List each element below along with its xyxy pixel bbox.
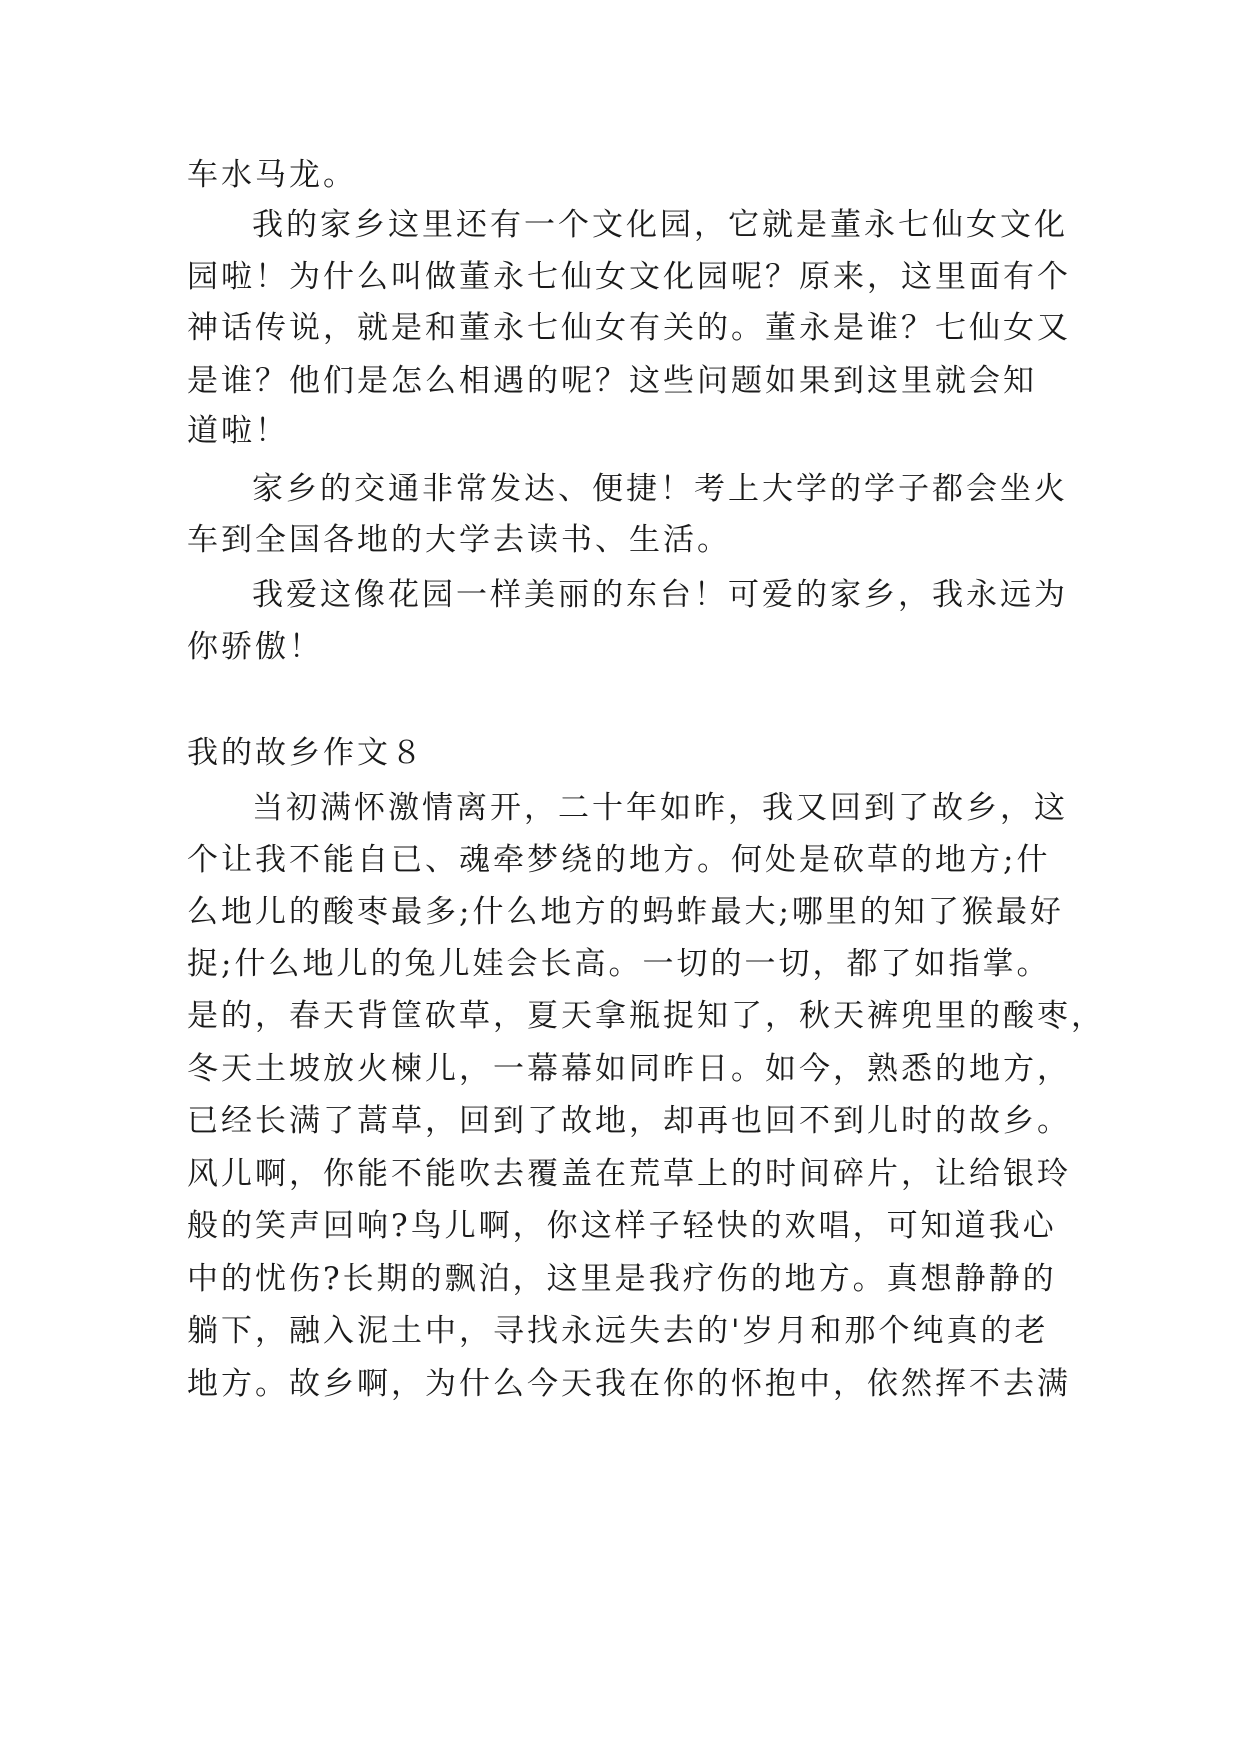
paragraph-line: 躺下，融入泥土中，寻找永远失去的'岁月和那个纯真的老 (187, 1313, 1049, 1349)
paragraph-line: 中的忧伤?长期的飘泊，这里是我疗伤的地方。真想静静的 (187, 1261, 1057, 1297)
paragraph-line: 我爱这像花园一样美丽的东台！可爱的家乡，我永远为 (252, 577, 1068, 613)
paragraph-line: 冬天土坡放火楝儿，一幕幕如同昨日。如今，熟悉的地方， (187, 1051, 1071, 1087)
paragraph-line: 个让我不能自已、魂牵梦绕的地方。何处是砍草的地方;什 (187, 842, 1051, 878)
paragraph-line: 当初满怀激情离开，二十年如昨，我又回到了故乡，这 (252, 790, 1068, 826)
paragraph-line: 地方。故乡啊，为什么今天我在你的怀抱中，依然挥不去满 (187, 1366, 1071, 1402)
paragraph-line: 车到全国各地的大学去读书、生活。 (187, 522, 731, 558)
paragraph-line: 道啦！ (187, 413, 289, 449)
paragraph-line: 园啦！为什么叫做董永七仙女文化园呢？原来，这里面有个 (187, 259, 1071, 295)
paragraph-line: 车水马龙。 (187, 157, 357, 193)
paragraph-line: 我的家乡这里还有一个文化园，它就是董永七仙女文化 (252, 207, 1068, 243)
paragraph-line: 是谁？他们是怎么相遇的呢？这些问题如果到这里就会知 (187, 363, 1037, 399)
paragraph-line: 么地儿的酸枣最多;什么地方的蚂蚱最大;哪里的知了猴最好 (187, 894, 1064, 930)
section-heading: 我的故乡作文８ (187, 735, 425, 771)
paragraph-line: 捉;什么地儿的兔儿娃会长高。一切的一切，都了如指掌。 (187, 946, 1051, 982)
paragraph-line: 家乡的交通非常发达、便捷！考上大学的学子都会坐火 (252, 471, 1068, 507)
paragraph-line: 神话传说，就是和董永七仙女有关的。董永是谁？七仙女又 (187, 310, 1071, 346)
paragraph-line: 已经长满了蒿草，回到了故地，却再也回不到儿时的故乡。 (187, 1103, 1071, 1139)
paragraph-line: 风儿啊，你能不能吹去覆盖在荒草上的时间碎片，让给银玲 (187, 1156, 1071, 1192)
paragraph-line: 般的笑声回响?鸟儿啊，你这样子轻快的欢唱，可知道我心 (187, 1208, 1057, 1244)
paragraph-line: 你骄傲！ (187, 629, 323, 665)
paragraph-line: 是的，春天背筐砍草，夏天拿瓶捉知了，秋天裤兜里的酸枣， (187, 998, 1105, 1034)
